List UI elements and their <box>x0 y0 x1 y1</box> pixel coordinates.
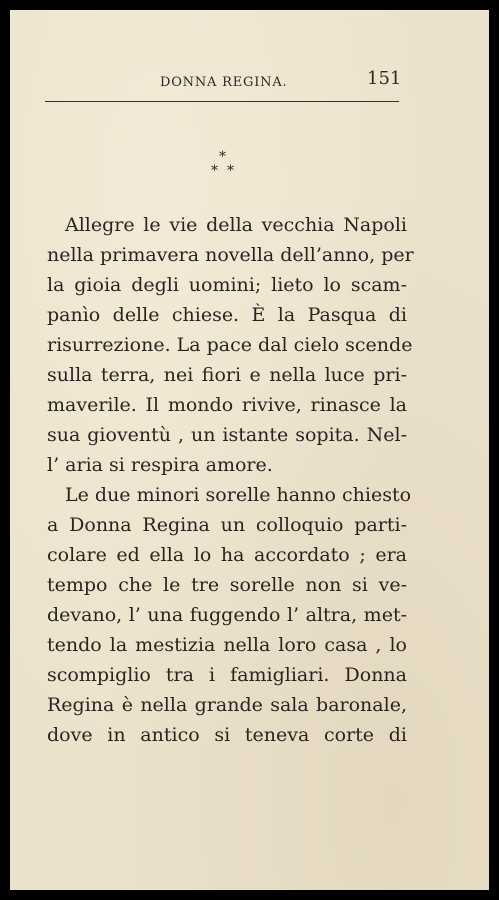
text-line: la gioia degli uomini; lieto lo scam- <box>47 274 407 296</box>
text-line: sulla terra, nei fiori e nella luce pri- <box>47 364 407 386</box>
asterisk-bottom-right: * <box>227 163 234 179</box>
text-line: risurrezione. La pace dal cielo scende <box>47 334 413 356</box>
text-line: maverile. Il mondo rivive, rinasce la <box>47 394 407 416</box>
text-line: nella primavera novella dell’anno, per <box>47 244 414 266</box>
asterisk-top: * <box>219 149 226 165</box>
text-line: Allegre le vie della vecchia Napoli <box>65 214 407 236</box>
text-line: Le due minori sorelle hanno chiesto <box>65 484 412 506</box>
text-line: tempo che le tre sorelle non si ve- <box>47 574 407 596</box>
text-line: scompiglio tra i famigliari. Donna <box>47 664 407 686</box>
running-head: DONNA REGINA. <box>160 75 288 90</box>
text-line: devano, l’ una fuggendo l’ altra, met- <box>47 604 407 626</box>
text-line: a Donna Regina un colloquio parti- <box>47 514 407 536</box>
text-line: sua gioventù , un istante sopita. Nel- <box>47 424 407 446</box>
book-page <box>10 10 489 890</box>
page-number: 151 <box>367 68 402 89</box>
text-line: colare ed ella lo ha accordato ; era <box>47 544 407 566</box>
asterisk-bottom-left: * <box>211 163 218 179</box>
text-line: l’ aria si respira amore. <box>47 454 273 476</box>
header-rule <box>45 101 399 102</box>
text-line: dove in antico si teneva corte di <box>47 724 407 746</box>
text-line: panìo delle chiese. È la Pasqua di <box>47 304 407 326</box>
text-line: Regina è nella grande sala baronale, <box>47 694 407 716</box>
text-line: tendo la mestizia nella loro casa , lo <box>47 634 407 656</box>
section-break-asterism <box>208 150 238 180</box>
